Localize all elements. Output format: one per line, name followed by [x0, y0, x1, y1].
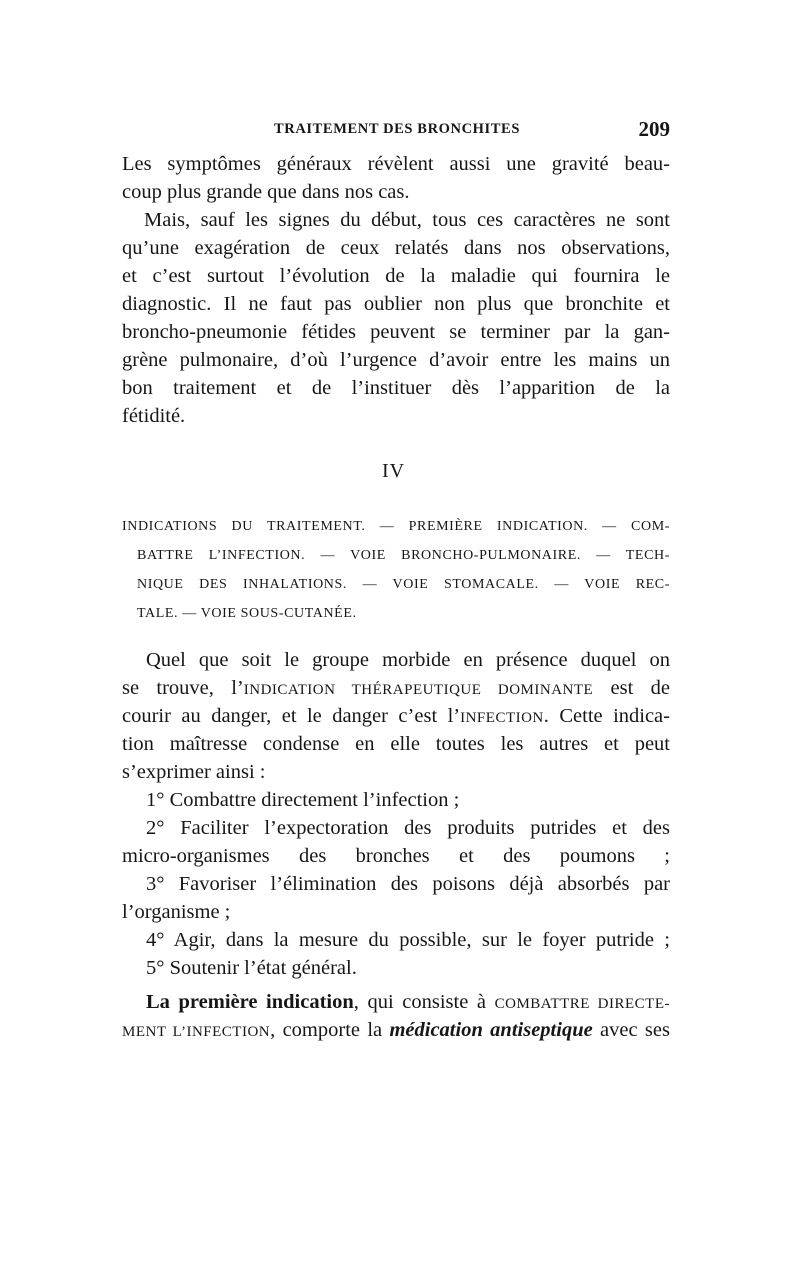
list-item: 2° Faciliter l’expectoration des produits putrides et des	[146, 817, 670, 839]
list-item: 3° Favoriser l’élimination des poisons déjà absorbés par	[146, 873, 670, 895]
paragraph-line: Quel que soit le groupe morbide en présence duquel on	[146, 649, 670, 671]
small-caps-run: INFECTION	[460, 710, 544, 726]
summary-line: BATTRE L’INFECTION. — VOIE BRONCHO-PULMONAIRE. — TECH-	[137, 548, 670, 563]
summary-line: TALE. — VOIE SOUS-CUTANÉE.	[137, 606, 357, 621]
text-run: courir au danger, et le danger c’est l’	[122, 705, 461, 727]
list-item: 4° Agir, dans la mesure du possible, sur le foyer putride ;	[146, 929, 670, 951]
paragraph-line: coup plus grande que dans nos cas.	[122, 181, 410, 203]
text-run: . Cette indica-	[543, 705, 670, 727]
paragraph-line: tion maîtresse condense en elle toutes les autres et peut	[122, 733, 670, 755]
text-run: se trouve, l’	[122, 677, 244, 699]
paragraph-line: Mais, sauf les signes du début, tous ces caractères ne sont	[144, 209, 670, 231]
section-number: IV	[382, 460, 406, 482]
page-number: 209	[638, 117, 670, 141]
running-head: TRAITEMENT DES BRONCHITES	[274, 121, 520, 137]
paragraph-line: qu’une exagération de ceux relatés dans nos observations,	[122, 237, 670, 259]
small-caps-run: MENT L’INFECTION	[122, 1024, 271, 1040]
text-run: , qui consiste à	[353, 991, 495, 1013]
text-run: avec ses	[592, 1019, 670, 1041]
text-run: est de	[593, 677, 670, 699]
paragraph-line: et c’est surtout l’évolution de la maladie qui fournira le	[122, 265, 670, 287]
page-header	[122, 117, 670, 143]
list-item: 5° Soutenir l’état général.	[146, 957, 357, 979]
paragraph-line: diagnostic. Il ne faut pas oublier non plus que bronchite et	[122, 293, 670, 315]
paragraph-line	[122, 704, 670, 730]
bold-run: La première indication	[146, 991, 354, 1013]
paragraph-line	[146, 990, 670, 1016]
paragraph-line	[122, 1018, 670, 1044]
italic-run: médication antiseptique	[389, 1019, 593, 1041]
list-item-continuation: l’organisme ;	[122, 901, 231, 923]
list-item: 1° Combattre directement l’infection ;	[146, 789, 460, 811]
paragraph-line: s’exprimer ainsi :	[122, 761, 266, 783]
paragraph-line: fétidité.	[122, 405, 186, 427]
paragraph-line: bon traitement et de l’instituer dès l’apparition de la	[122, 377, 670, 399]
small-caps-run: INDICATION THÉRAPEUTIQUE DOMINANTE	[243, 682, 594, 698]
paragraph-line	[122, 676, 670, 702]
paragraph-line: broncho-pneumonie fétides peuvent se terminer par la gan-	[122, 321, 670, 343]
text-run: , comporte la	[270, 1019, 390, 1041]
small-caps-run: COMBATTRE DIRECTE-	[494, 996, 670, 1012]
paragraph-line: grène pulmonaire, d’où l’urgence d’avoir entre les mains un	[122, 349, 670, 371]
paragraph-line: Les symptômes généraux révèlent aussi une gravité beau-	[122, 153, 670, 175]
list-item-continuation: micro-organismes des bronches et des poumons ;	[122, 845, 670, 867]
summary-line: INDICATIONS DU TRAITEMENT. — PREMIÈRE INDICATION. — COM-	[122, 519, 670, 534]
summary-line: NIQUE DES INHALATIONS. — VOIE STOMACALE. — VOIE REC-	[137, 577, 670, 592]
